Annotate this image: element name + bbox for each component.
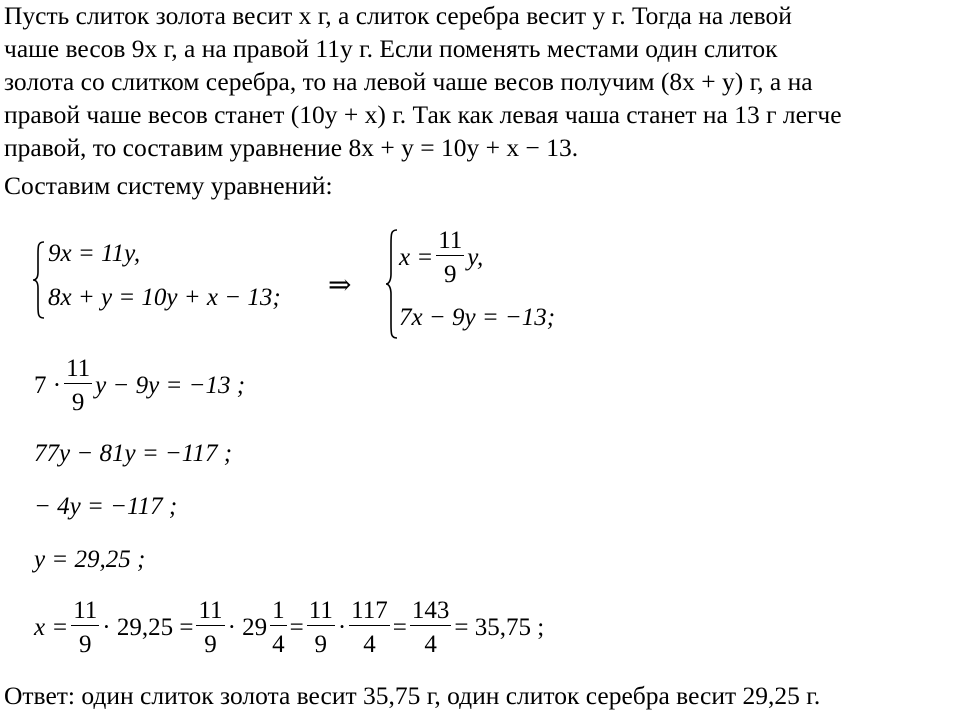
system2-equation-2: 7x − 9y = −13; [399,304,556,331]
system1-equation-2: 8x + y = 10y + x − 13; [48,284,281,311]
answer-line: Ответ: один слиток золота весит 35,75 г, один слиток серебра весит 29,25 г. [4,681,821,710]
paragraph-line-3: золота со слитком серебра, то на левой чаше весов получим (8x + y) г, а на [4,67,813,96]
fraction-numerator: 143 [411,597,450,624]
step5-term-1: · 29,25 = [102,613,194,641]
step-2: 77y − 81y = −117 ; [34,440,233,467]
left-brace-icon [32,240,46,320]
step-3: − 4y = −117 ; [34,493,178,520]
fraction [349,598,390,657]
fraction [64,356,92,415]
fraction-numerator: 11 [308,597,333,624]
step-5 [34,598,544,657]
paragraph-line-1: Пусть слиток золота весит x г, а слиток серебра весит y г. Тогда на левой [4,1,792,30]
fraction-denominator: 9 [314,631,328,658]
step-1 [34,356,245,415]
fraction-numerator: 11 [73,597,98,624]
fraction [307,598,335,657]
paragraph-line-2: чаше весов 9x г, а на правой 11y г. Если поменять местами один слиток [4,34,778,63]
step1-left: 7 · [34,371,62,399]
equation-system-1 [32,240,322,320]
step5-x-eq: x = [34,613,69,641]
fraction-numerator: 117 [351,597,388,624]
system-intro: Составим систему уравнений: [4,171,333,200]
fraction [410,598,452,657]
fraction-denominator: 9 [79,631,92,658]
system2-eq1-left: x = [399,243,434,271]
system2-eq1-right: y, [467,243,484,271]
fraction-numerator: 11 [198,597,223,624]
step5-term-6: = 35,75 ; [454,613,545,641]
fraction-denominator: 4 [363,631,376,658]
step-4: y = 29,25 ; [34,546,146,573]
fraction-numerator: 11 [438,227,463,254]
system1-equation-1: 9x = 11y, [48,240,141,267]
fraction-denominator: 9 [204,631,217,658]
system2-equation-1 [399,228,483,287]
fraction-numerator: 1 [272,597,285,624]
fraction-numerator: 11 [66,355,91,382]
fraction [71,598,99,657]
step1-right: y − 9y = −13 ; [95,371,246,399]
fraction [436,228,464,287]
fraction [196,598,224,657]
equation-system-2 [385,228,595,340]
fraction [270,598,287,657]
fraction-denominator: 4 [424,631,437,658]
paragraph-line-5: правой, то составим уравнение 8x + y = 10y + x − 13. [4,133,579,162]
fraction-denominator: 9 [71,389,85,416]
step5-term-3: = [289,613,304,641]
implies-arrow: ⇒ [328,270,352,301]
fraction-denominator: 4 [272,631,285,658]
paragraph-line-4: правой чаше весов станет (10y + x) г. Так как левая чаша станет на 13 г легче [4,100,842,129]
step5-term-5: = [392,613,407,641]
left-brace-icon [385,228,399,340]
step5-term-2: · 29 [227,613,268,641]
step5-term-4: · [337,613,347,641]
fraction-denominator: 9 [444,261,457,288]
